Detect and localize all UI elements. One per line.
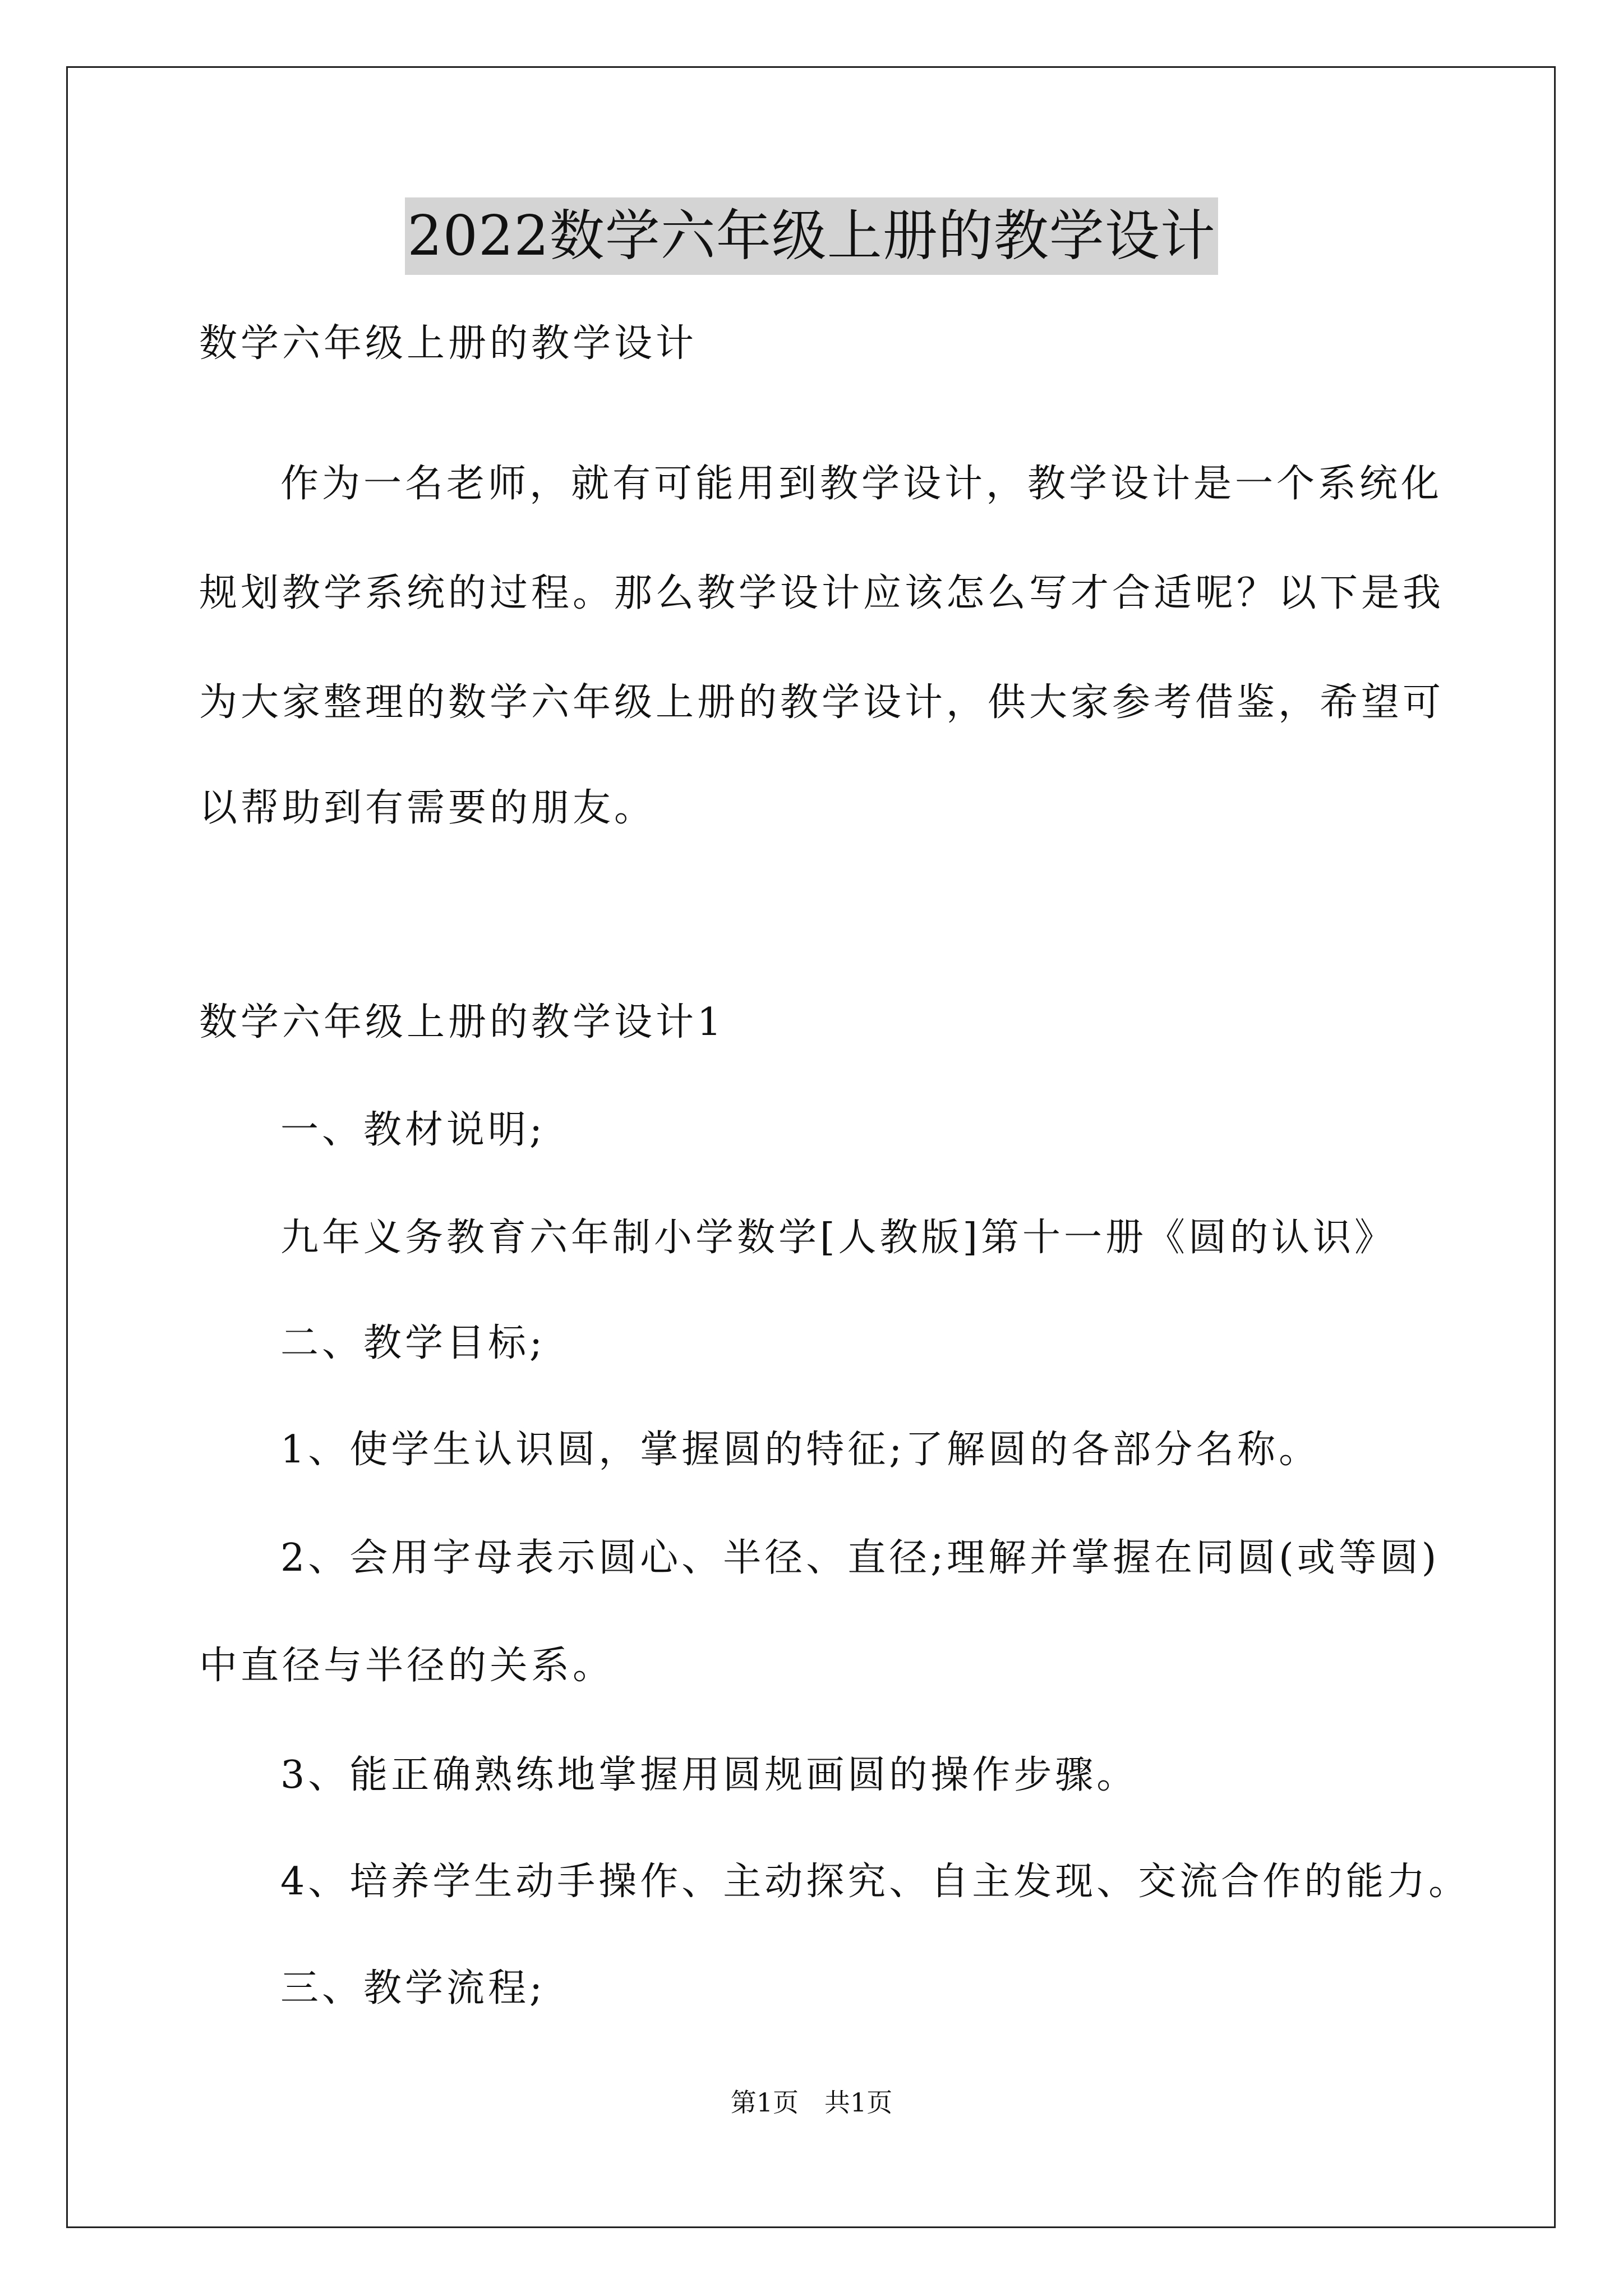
paragraph-line: 规划教学系统的过程。那么教学设计应该怎么写才合适呢？以下是我 [199,571,1445,615]
subtitle-line: 数学六年级上册的教学设计 [199,321,698,366]
page-footer [0,2086,1623,2119]
paragraph-line: 2、会用字母表示圆心、半径、直径;理解并掌握在同圆(或等圆) [280,1536,1440,1580]
document-title: 2022数学六年级上册的教学设计 [405,197,1218,275]
paragraph-line: 二、教学目标; [280,1321,546,1365]
paragraph-line: 3、能正确熟练地掌握用圆规画圆的操作步骤。 [280,1753,1138,1797]
paragraph-line: 一、教材说明; [280,1108,546,1152]
paragraph-line: 九年义务教育六年制小学数学[人教版]第十一册《圆的认识》 [280,1216,1396,1260]
paragraph-line: 1、使学生认识圆，掌握圆的特征;了解圆的各部分名称。 [280,1428,1321,1472]
paragraph-line: 以帮助到有需要的朋友。 [199,786,656,830]
paragraph-line: 作为一名老师，就有可能用到教学设计，教学设计是一个系统化 [280,462,1443,506]
title-container [0,197,1623,275]
paragraph-line: 为大家整理的数学六年级上册的教学设计，供大家参考借鉴，希望可 [199,680,1445,725]
page-number: 第1页 [730,2087,799,2118]
paragraph-line: 中直径与半径的关系。 [199,1644,615,1688]
section-heading: 数学六年级上册的教学设计1 [199,1000,725,1045]
paragraph-line: 4、培养学生动手操作、主动探究、自主发现、交流合作的能力。 [280,1860,1470,1904]
page-total: 共1页 [824,2087,893,2118]
paragraph-line: 三、教学流程; [280,1966,546,2010]
